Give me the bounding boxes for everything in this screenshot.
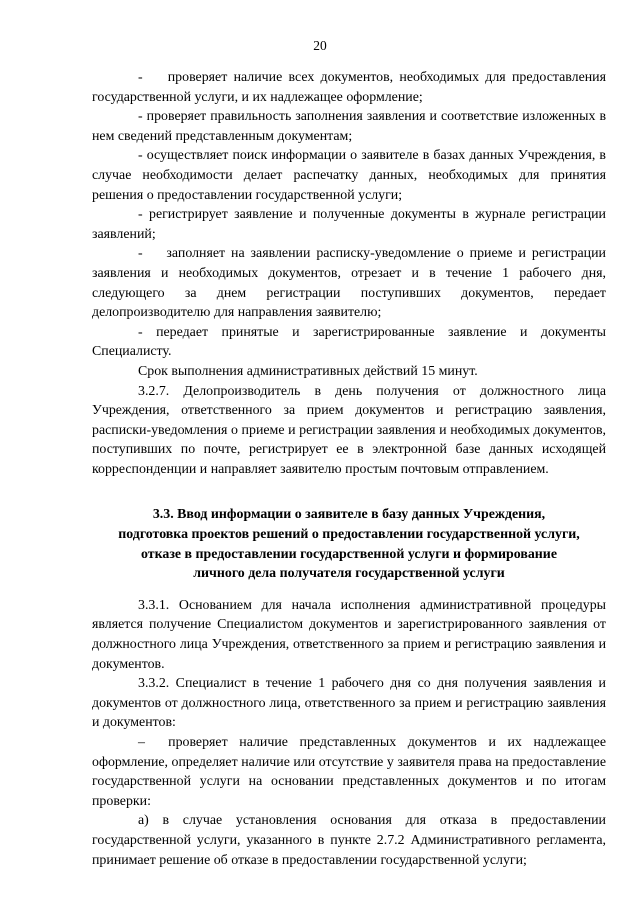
paragraph-fill-receipt: - заполняет на заявлении расписку-уведомление о приеме и регистрации заявления и необходимых документов, отрезает и в течение 1 рабочего дня, следующего за днем регистрации поступивших документов, передает делопроизводителю для направления заявителю; <box>92 246 606 321</box>
heading-line: личного дела получателя государственной услуги <box>193 566 505 582</box>
page-number: 20 <box>313 38 327 53</box>
paragraph-search-info: - осуществляет поиск информации о заявителе в базах данных Учреждения, в случае необходимости делает распечатку данных, необходимых для принятия решения о предоставлении государственной услуги; <box>92 148 606 203</box>
paragraph-3-2-7: 3.2.7. Делопроизводитель в день получения от должностного лица Учреждения, ответственного за прием документов и регистрацию заявления, расписки-уведомления о приеме и регистрации заявления и необходимых документов, поступивших по почте, регистрирует ее в электронной базе данных исходящей корреспонденции и направляет заявителю простым почтовым отправлением. <box>92 383 606 477</box>
paragraph-3-3-1: 3.3.1. Основанием для начала исполнения административной процедуры является получение Специалистом документов и зарегистрированного заявления от должностного лица Учреждения, ответственного за прием и регистрацию заявления и документов. <box>92 597 606 672</box>
paragraph-time-limit: Срок выполнения административных действий 15 минут. <box>138 363 478 379</box>
document-body <box>92 68 606 870</box>
paragraph-check-documents: - проверяет наличие всех документов, необходимых для предоставления государственной услуги, и их надлежащее оформление; <box>92 70 606 105</box>
heading-line: 3.3. Ввод информации о заявителе в базу данных Учреждения, <box>152 507 546 523</box>
section-heading-3-3 <box>92 505 606 583</box>
paragraph-check-application: - проверяет правильность заполнения заявления и соответствие изложенных в нем сведений представленным документам; <box>92 109 606 144</box>
paragraph-transfer-to-specialist: - передает принятые и зарегистрированные заявление и документы Специалисту. <box>92 324 606 360</box>
paragraph-register-application: - регистрирует заявление и полученные документы в журнале регистрации заявлений; <box>92 207 606 242</box>
heading-line: отказе в предоставлении государственной услуги и формирование <box>141 546 557 562</box>
heading-line: подготовка проектов решений о предоставлении государственной услуги, <box>118 527 580 543</box>
paragraph-3-3-2: 3.3.2. Специалист в течение 1 рабочего дня со дня получения заявления и документов от должностного лица, ответственного за прием и регистрацию заявления и документов: <box>92 676 606 731</box>
paragraph-item-a: а) в случае установления основания для отказа в предоставлении государственной услуги, указанного в пункте 2.7.2 Административного регламента, принимает решение об отказе в предоставлении государственной услуги; <box>92 813 606 868</box>
paragraph-check-presence: – проверяет наличие представленных документов и их надлежащее оформление, определяет наличие или отсутствие у заявителя права на предоставление государственной услуги на основании представленных документов и по итогам проверки: <box>92 735 606 809</box>
